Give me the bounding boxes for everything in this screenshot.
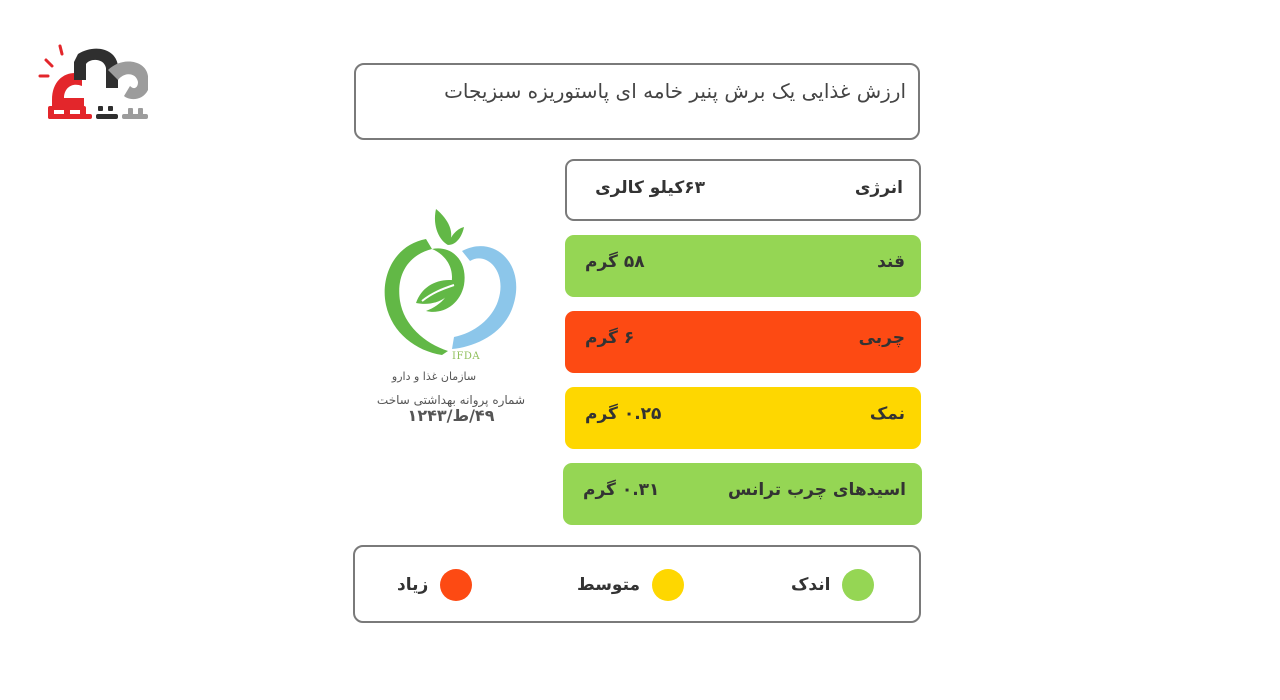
legend-dot-low: [842, 569, 874, 601]
fda-abbreviation: IFDA: [452, 351, 481, 362]
page-title: ارزش غذایی یک برش پنیر خامه ای پاستوریزه سبزیجات: [444, 79, 906, 103]
legend-item-low: [791, 569, 874, 601]
legend-label-high: زیاد: [397, 575, 429, 595]
legend-label-low: اندک: [791, 575, 831, 595]
fda-organization: سازمان غذا و دارو: [391, 370, 477, 383]
nutrient-value: ۶ گرم: [585, 328, 635, 348]
legend: [353, 545, 921, 623]
nutrient-row-energy: [565, 159, 921, 221]
nutrient-label: نمک: [869, 404, 905, 424]
title-box: [354, 63, 920, 140]
nutrient-row-sugar: [565, 235, 921, 297]
fda-permit-number: ۴۹/ط/۱۲۴۳: [407, 406, 495, 425]
nutrient-value: ۰.۲۵ گرم: [585, 404, 662, 424]
nutrient-label: قند: [877, 252, 905, 272]
legend-item-high: [397, 569, 472, 601]
nutrient-row-trans-fat: [563, 463, 922, 525]
nutrient-label: انرژی: [854, 178, 903, 198]
nutrient-value: ۵۸ گرم: [585, 252, 645, 272]
nutrient-label: اسیدهای چرب ترانس: [727, 480, 906, 500]
brand-logo: [38, 40, 152, 130]
legend-label-medium: متوسط: [577, 575, 641, 595]
nutrient-value: ۰.۳۱ گرم: [583, 480, 660, 500]
fda-emblem-icon: [378, 205, 522, 355]
nutrient-value: ۶۳کیلو کالری: [595, 178, 705, 198]
legend-dot-medium: [652, 569, 684, 601]
nutrient-row-salt: [565, 387, 921, 449]
nutrient-row-fat: [565, 311, 921, 373]
fda-badge: [366, 205, 536, 430]
brand-logo-icon: [38, 40, 152, 130]
fda-permit-label: شماره پروانه بهداشتی ساخت: [376, 393, 526, 407]
nutrient-label: چربی: [858, 328, 905, 348]
legend-dot-high: [440, 569, 472, 601]
legend-item-medium: [577, 569, 684, 601]
